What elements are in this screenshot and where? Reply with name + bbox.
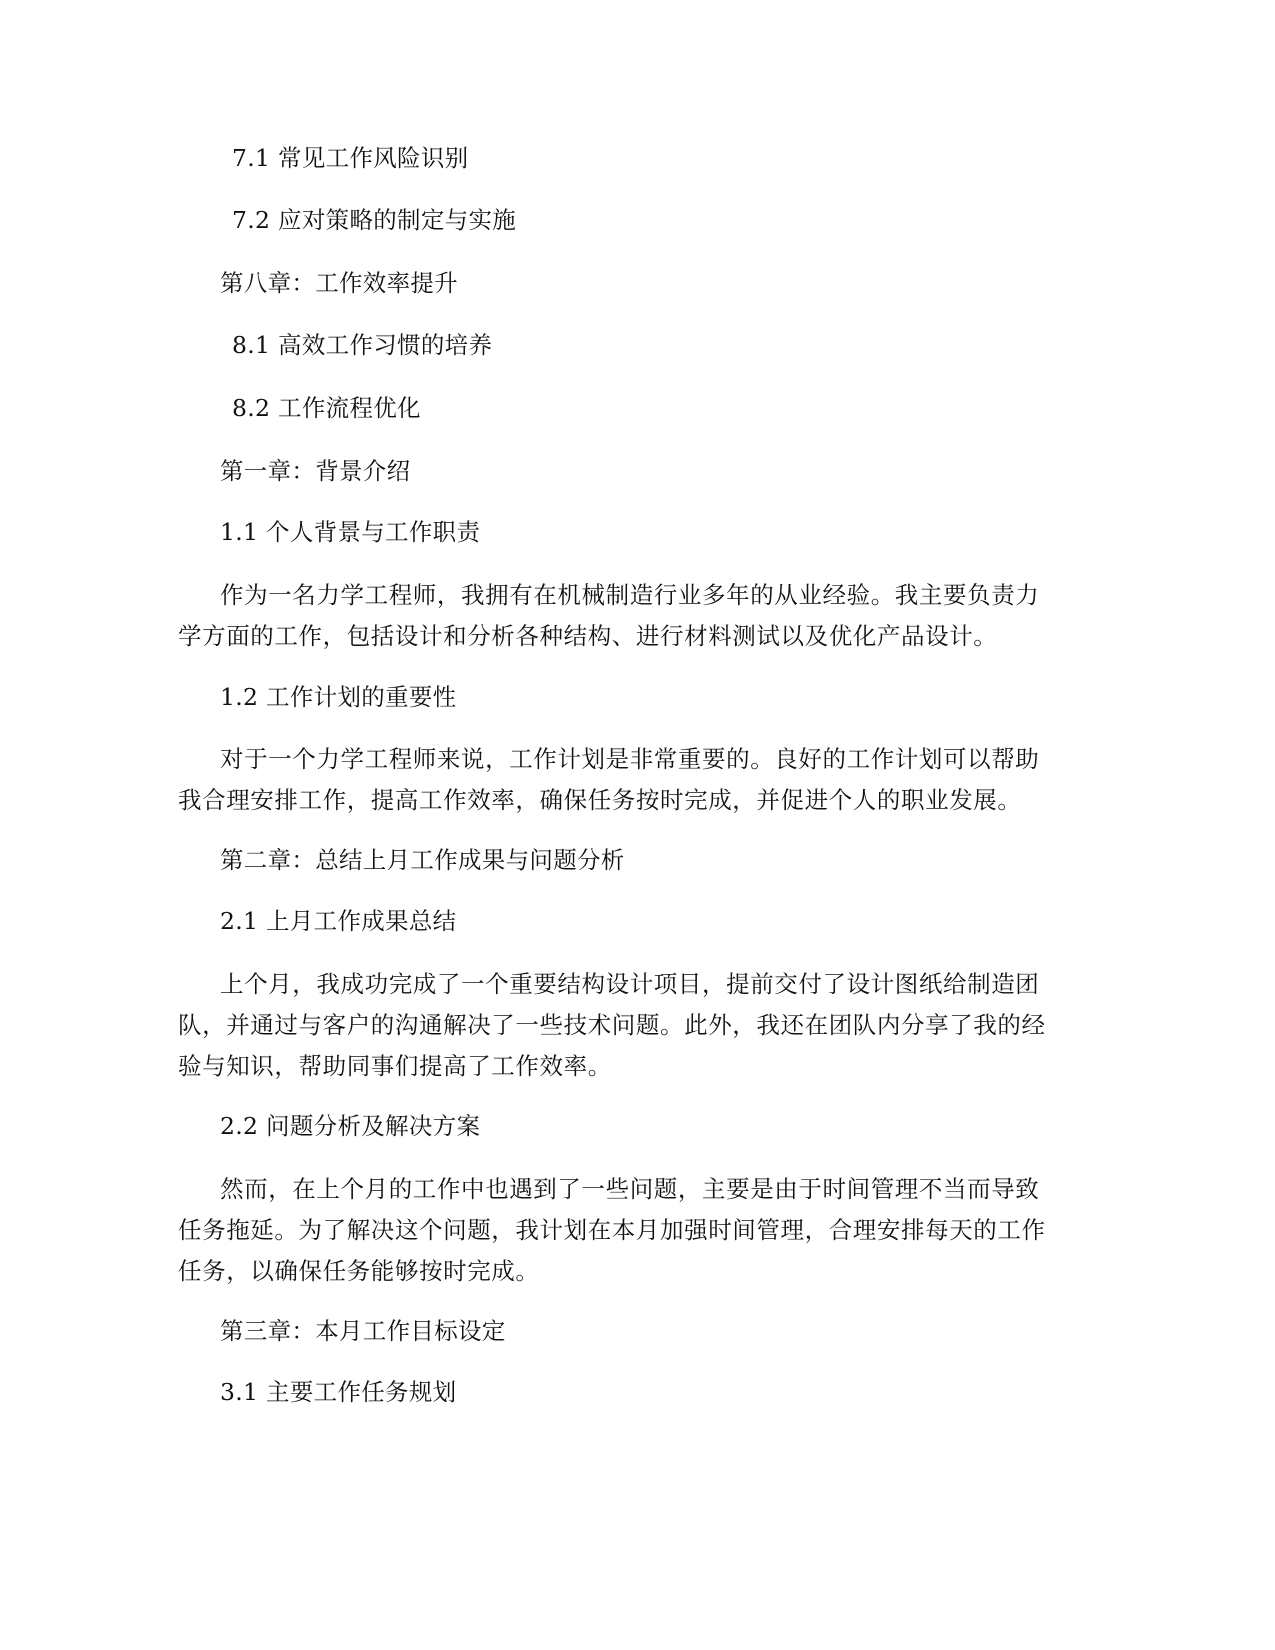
section-1-2-body-line: 我合理安排工作，提高工作效率，确保任务按时完成，并促进个人的职业发展。 [178, 786, 1022, 814]
chapter-2-title: 第二章：总结上月工作成果与问题分析 [220, 846, 625, 874]
section-3-1-title: 3.1 主要工作任务规划 [220, 1378, 457, 1406]
section-1-2-title: 1.2 工作计划的重要性 [220, 683, 457, 711]
chapter-3-title: 第三章：本月工作目标设定 [220, 1317, 506, 1345]
section-2-2-title: 2.2 问题分析及解决方案 [220, 1112, 481, 1140]
chapter-1-title: 第一章：背景介绍 [220, 457, 411, 485]
section-2-2-body-line: 任务拖延。为了解决这个问题，我计划在本月加强时间管理，合理安排每天的工作 [178, 1216, 1046, 1244]
section-2-1-body-line: 上个月，我成功完成了一个重要结构设计项目，提前交付了设计图纸给制造团 [220, 970, 1040, 998]
section-1-1-body-line: 学方面的工作，包括设计和分析各种结构、进行材料测试以及优化产品设计。 [178, 622, 998, 650]
section-1-2-body-line: 对于一个力学工程师来说，工作计划是非常重要的。良好的工作计划可以帮助 [220, 745, 1040, 773]
section-1-1-body-line: 作为一名力学工程师，我拥有在机械制造行业多年的从业经验。我主要负责力 [220, 581, 1040, 609]
section-1-1-title: 1.1 个人背景与工作职责 [220, 518, 481, 546]
toc-item-8-1: 8.1 高效工作习惯的培养 [232, 331, 493, 359]
section-2-1-body-line: 队，并通过与客户的沟通解决了一些技术问题。此外，我还在团队内分享了我的经 [178, 1011, 1046, 1039]
section-2-2-body-line: 任务，以确保任务能够按时完成。 [178, 1257, 540, 1285]
section-2-1-title: 2.1 上月工作成果总结 [220, 907, 457, 935]
toc-item-7-1: 7.1 常见工作风险识别 [232, 144, 469, 172]
toc-item-7-2: 7.2 应对策略的制定与实施 [232, 206, 517, 234]
section-2-2-body-line: 然而，在上个月的工作中也遇到了一些问题，主要是由于时间管理不当而导致 [220, 1175, 1040, 1203]
toc-item-chapter-8: 第八章：工作效率提升 [220, 269, 458, 297]
toc-item-8-2: 8.2 工作流程优化 [232, 394, 421, 422]
section-2-1-body-line: 验与知识，帮助同事们提高了工作效率。 [178, 1052, 612, 1080]
